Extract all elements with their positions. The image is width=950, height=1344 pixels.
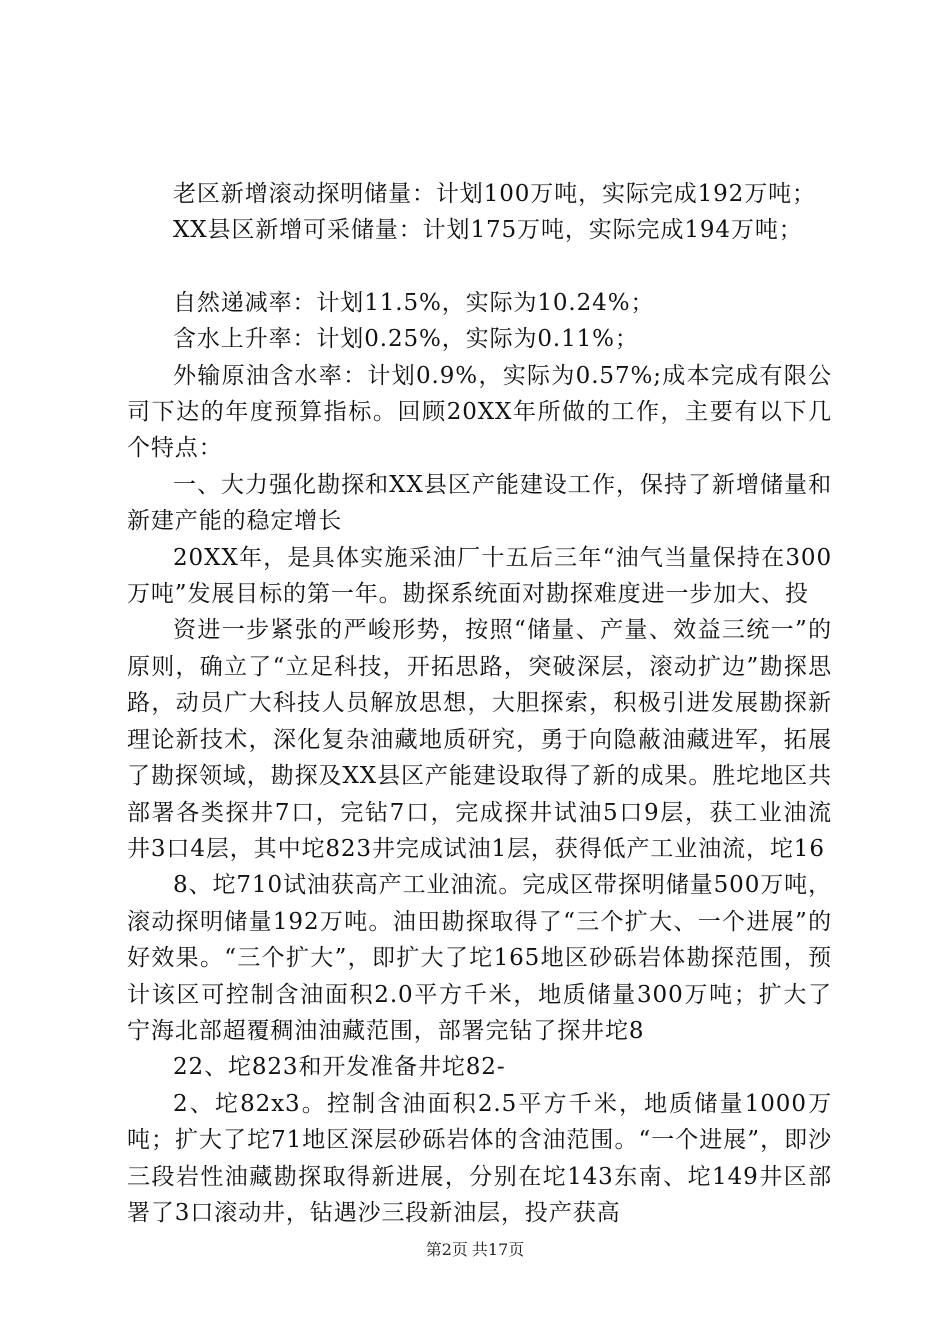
paragraph-export-oil-water-cut: 外输原油含水率：计划0.9%，实际为0.57%;成本完成有限公司下达的年度预算指标。回顾20XX年所做的工作，主要有以下几个特点： [127, 362, 832, 462]
paragraph-decline-rate: 自然递减率：计划11.5%，实际为10.24%； [173, 289, 655, 316]
section-heading-exploration: 一、大力强化勘探和XX县区产能建设工作，保持了新增储量和新建产能的稳定增长 [127, 471, 832, 535]
paragraph-exploration-strategy: 资进一步紧张的严峻形势，按照“储量、产量、效益三统一”的原则，确立了“立足科技，开拓思路，突破深层，滚动扩边”勘探思路，动员广大科技人员解放思想，大胆探索，积极引进发展勘探新理论新技术，深化复杂油藏地质研究，勇于向隐蔽油藏进军，拓展了勘探领域，勘探及XX县区产能建设取得了新的成果。胜坨地区共部署各类探井7口，完钻7口，完成探井试油5口9层，获工业油流井3口4层，其中坨823井完成试油1层，获得低产工业油流，坨16 [127, 617, 832, 862]
paragraph-exploration-results: 8、坨710试油获高产工业油流。完成区带探明储量500万吨，滚动探明储量192万吨。油田勘探取得了“三个扩大、一个进展”的好效果。“三个扩大”，即扩大了坨165地区砂砾岩体勘探范围，预计该区可控制含油面积2.0平方千米，地质储量300万吨；扩大了宁海北部超覆稠油油藏范围，部署完钻了探井坨8 [127, 872, 832, 1044]
paragraph-water-cut-rise: 含水上升率：计划0.25%，实际为0.11%； [173, 326, 639, 353]
paragraph-gap [127, 249, 832, 285]
page-number-current: 第2页 [425, 1240, 468, 1259]
paragraph-reserves-old-area: 老区新增滚动探明储量：计划100万吨，实际完成192万吨； [173, 181, 816, 207]
page-footer [0, 1240, 950, 1260]
paragraph-recoverable-reserves: XX县区新增可采储量：计划175万吨，实际完成194万吨； [173, 217, 803, 244]
paragraph-control-area: 2、坨82x3。控制含油面积2.5平方千米，地质储量1000万吨；扩大了坨71地区深层砂砾岩体的含油范围。“一个进展”，即沙三段岩性油藏勘探取得新进展，分别在坨143东南、坨149井区部署了3口滚动井，钻遇沙三段新油层，投产获高 [127, 1090, 832, 1226]
paragraph-wells-fragment: 22、坨823和开发准备井坨82- [173, 1054, 506, 1081]
document-body [127, 176, 832, 1231]
paragraph-year-overview: 20XX年，是具体实施采油厂十五后三年“油气当量保持在300万吨”发展目标的第一年。勘探系统面对勘探难度进一步加大、投 [127, 544, 832, 608]
page-number-total: 共17页 [471, 1240, 525, 1259]
